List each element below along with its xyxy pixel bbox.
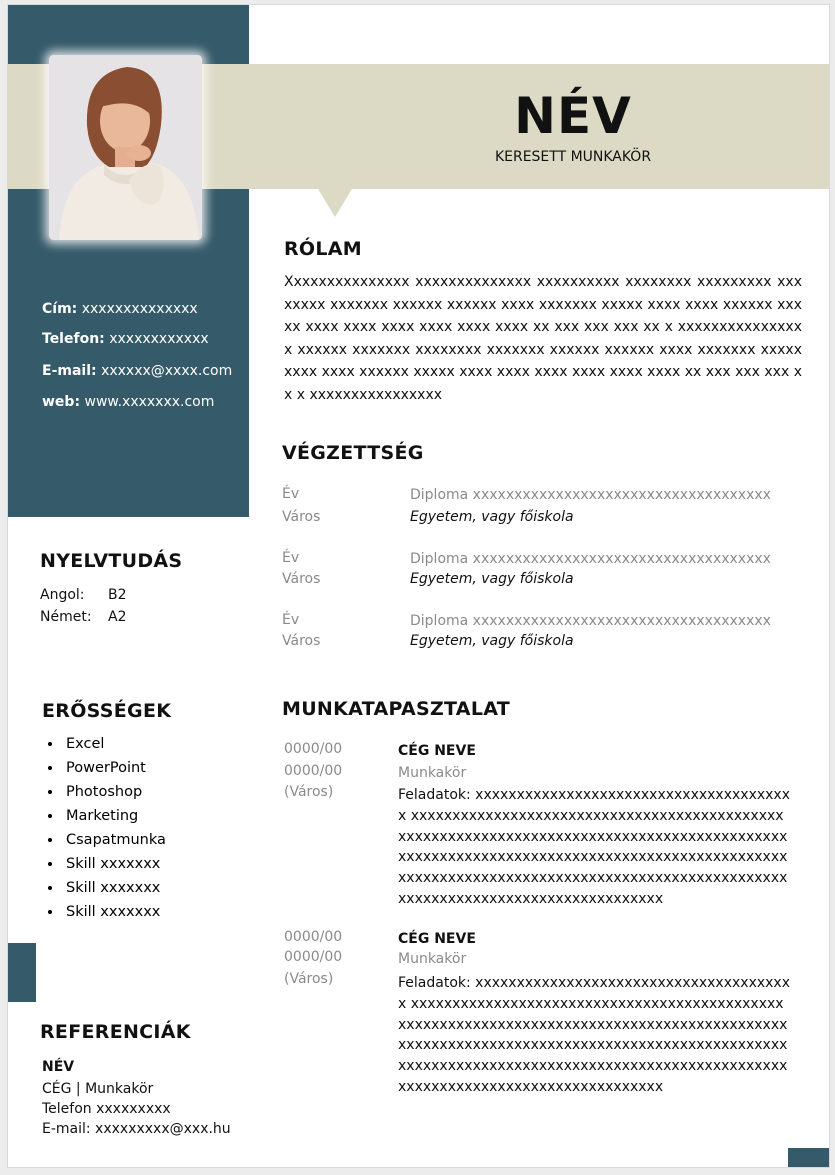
experience-position: Munkakör <box>398 765 467 781</box>
experience-title: MUNKATAPASZTALAT <box>282 698 511 720</box>
language-level: A2 <box>108 609 127 625</box>
experience-to: 0000/00 <box>284 763 343 779</box>
contact-value: www.xxxxxxx.com <box>84 394 215 410</box>
list-item: • Skill xxxxxxx <box>63 852 166 876</box>
education-school: Egyetem, vagy főiskola <box>410 633 574 649</box>
list-item: • Excel <box>63 732 166 756</box>
contact-value: xxxxxxxxxxxx <box>109 331 209 347</box>
strengths-title: ERŐSSÉGEK <box>42 700 172 722</box>
references-title: REFERENCIÁK <box>40 1021 191 1043</box>
experience-to: 0000/00 <box>284 949 343 965</box>
experience-company: CÉG NEVE <box>398 931 476 947</box>
experience-company: CÉG NEVE <box>398 743 476 759</box>
header-pointer <box>318 189 352 217</box>
experience-city: (Város) <box>284 971 334 987</box>
experience-from: 0000/00 <box>284 929 343 945</box>
language-level: B2 <box>108 587 127 603</box>
education-school: Egyetem, vagy főiskola <box>410 509 574 525</box>
reference-phone: Telefon xxxxxxxxx <box>42 1101 171 1117</box>
contact-address <box>42 301 198 317</box>
language-row <box>40 609 126 625</box>
contact-label: web: <box>42 394 81 410</box>
education-city: Város <box>282 633 321 649</box>
experience-tasks: Feladatok: xxxxxxxxxxxxxxxxxxxxxxxxxxxxxxxxxxxxxxx xxxxxxxxxxxxxxxxxxxxxxxxxxxxxxxxxxxxxxxxxxxxxxxxxxxxxxxxxxxxxxxxxxxxxxxxxxxxxxxxxxxxxxxxxxxxxxxxxxxxxxxxxxxxxxxxxxxxxxxxxxxxxxxxxxxxxxxxxxxxxxxxxxxxxxxxxxxxxxxxxxxxxxxxxxxxxxxxxxxxxxxxxxxxxxxxxxxxxxxxxxxxxxxxxxxxxxxxxx <box>398 975 790 1095</box>
experience-position: Munkakör <box>398 951 467 967</box>
education-degree: Diploma xxxxxxxxxxxxxxxxxxxxxxxxxxxxxxxxxxxx <box>410 613 771 629</box>
strengths-list <box>41 732 166 924</box>
list-item: • Marketing <box>63 804 166 828</box>
cv-page <box>7 4 830 1168</box>
education-city: Város <box>282 571 321 587</box>
education-title: VÉGZETTSÉG <box>282 442 424 464</box>
education-year: Év <box>282 486 300 502</box>
language-row <box>40 587 127 603</box>
experience-city: (Város) <box>284 784 334 800</box>
experience-tasks: Feladatok: xxxxxxxxxxxxxxxxxxxxxxxxxxxxxxxxxxxxxxx xxxxxxxxxxxxxxxxxxxxxxxxxxxxxxxxxxxxxxxxxxxxxxxxxxxxxxxxxxxxxxxxxxxxxxxxxxxxxxxxxxxxxxxxxxxxxxxxxxxxxxxxxxxxxxxxxxxxxxxxxxxxxxxxxxxxxxxxxxxxxxxxxxxxxxxxxxxxxxxxxxxxxxxxxxxxxxxxxxxxxxxxxxxxxxxxxxxxxxxxxxxxxxxxxxxxxxxxxx <box>398 787 790 907</box>
list-item: • Skill xxxxxxx <box>63 876 166 900</box>
list-item: • Csapatmunka <box>63 828 166 852</box>
reference-company: CÉG | Munkakör <box>42 1081 154 1097</box>
contact-label: E-mail: <box>42 363 97 379</box>
language-name: Német: <box>40 609 92 625</box>
education-degree: Diploma xxxxxxxxxxxxxxxxxxxxxxxxxxxxxxxxxxxx <box>410 487 771 503</box>
contact-phone <box>42 331 209 347</box>
education-school: Egyetem, vagy főiskola <box>410 571 574 587</box>
contact-email <box>42 363 232 379</box>
education-year: Év <box>282 550 300 566</box>
contact-value: xxxxxxxxxxxxxx <box>81 301 198 317</box>
experience-from: 0000/00 <box>284 741 343 757</box>
target-job-title: KERESETT MUNKAKÖR <box>494 149 652 165</box>
about-title: RÓLAM <box>284 238 363 260</box>
accent-block <box>788 1148 830 1168</box>
reference-name: NÉV <box>42 1059 75 1075</box>
contact-value: xxxxxx@xxxx.com <box>101 363 233 379</box>
contact-web <box>42 394 214 410</box>
list-item: • PowerPoint <box>63 756 166 780</box>
contact-label: Cím: <box>42 301 78 317</box>
languages-title: NYELVTUDÁS <box>40 550 183 572</box>
education-year: Év <box>282 612 300 628</box>
reference-email: E-mail: xxxxxxxxx@xxx.hu <box>42 1121 231 1137</box>
candidate-name: NÉV <box>514 87 632 145</box>
contact-label: Telefon: <box>42 331 105 347</box>
education-city: Város <box>282 509 321 525</box>
profile-photo <box>49 55 202 240</box>
accent-block <box>8 943 36 1002</box>
education-degree: Diploma xxxxxxxxxxxxxxxxxxxxxxxxxxxxxxxxxxxx <box>410 551 771 567</box>
list-item: • Skill xxxxxxx <box>63 900 166 924</box>
about-text: Xxxxxxxxxxxxxxx xxxxxxxxxxxxxx xxxxxxxxxx xxxxxxxx xxxxxxxxx xxxxxxxx xxxxxxx xxxxxx xxxxxx xxxx xxxxxxx xxxxx xxxx xxxx xxxxxx xxxxx xxxx xxxx xxxx xxxx xxxx xxxx xx xxx xxx xxx xx x xxxxxxxxxxxxxxxx xxxxxx xxxxxxx xxxxxxxx xxxxxxx xxxxxx xxxxxx xxxx xxxxxxx xxxxx xxxx xxxx xxxxxx xxxxx xxxx xxxx xxxx xxxx xxxx xxxx xx xxx xxx xxx xx x xxxxxxxxxxxxxxxx <box>284 274 802 403</box>
language-name: Angol: <box>40 587 85 603</box>
list-item: • Photoshop <box>63 780 166 804</box>
